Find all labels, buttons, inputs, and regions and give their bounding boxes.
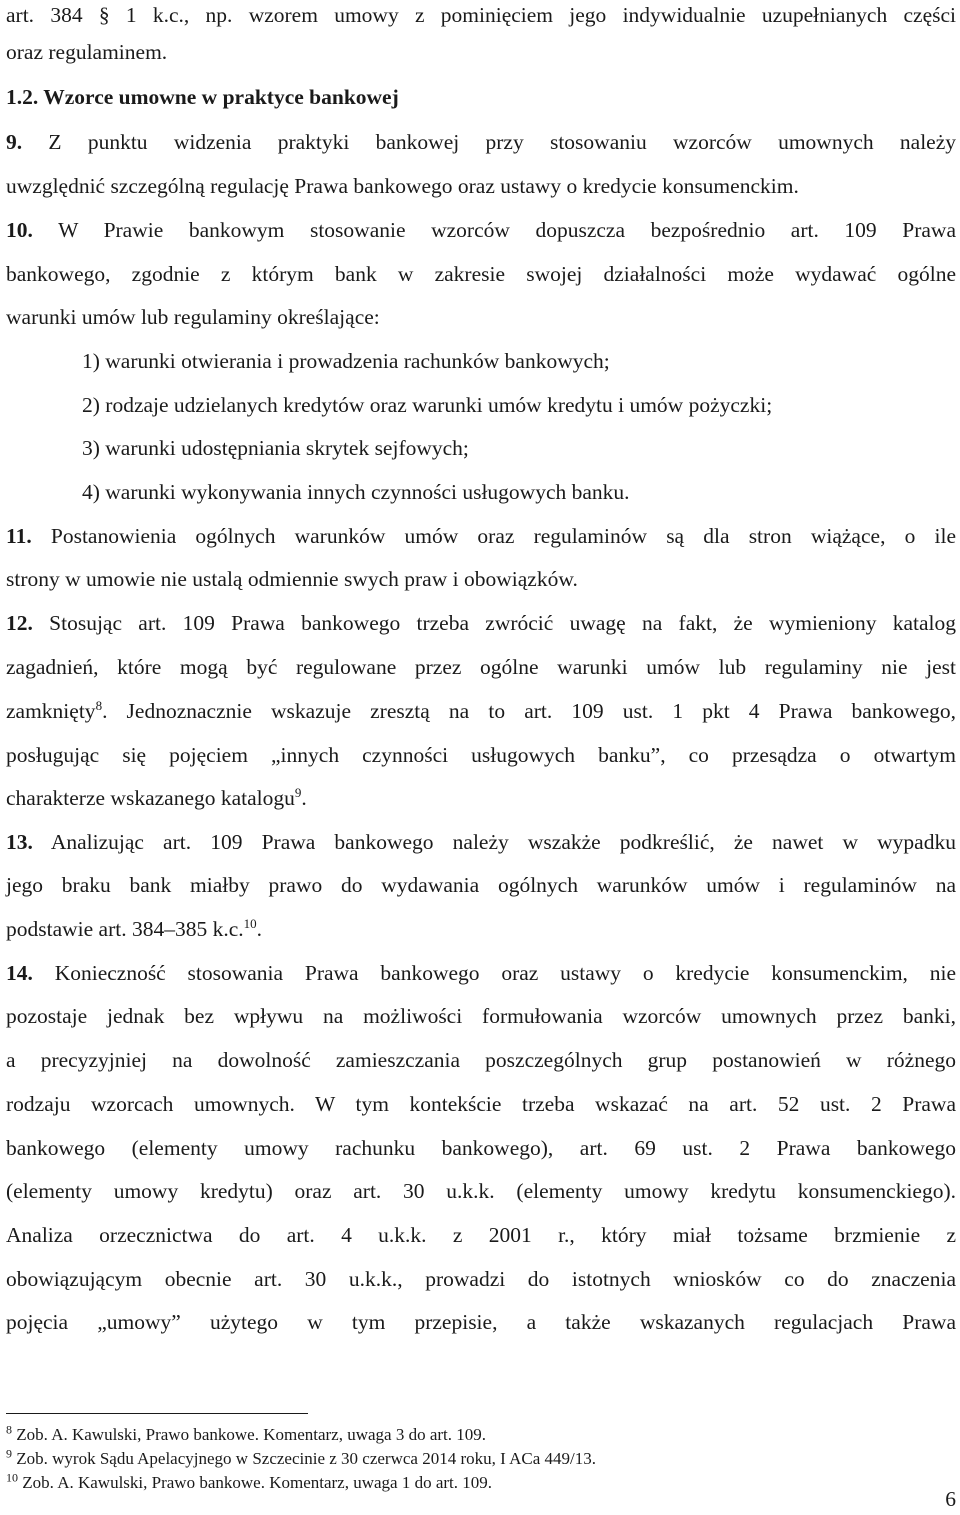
footnote-number: 10 [6, 1470, 18, 1485]
paragraph-14-line: rodzaju wzorcach umownych. W tym kontekście trzeba wskazać na art. 52 ust. 2 Prawa [6, 1092, 956, 1116]
paragraph-number: 9. [6, 130, 23, 154]
paragraph-12-line: 12. Stosując art. 109 Prawa bankowego trzeba zwrócić uwagę na fakt, że wymieniony katalog [6, 611, 956, 635]
list-item: 2) rodzaje udzielanych kredytów oraz warunki umów kredytu i umów pożyczki; [82, 393, 773, 417]
list-item: 1) warunki otwierania i prowadzenia rachunków bankowych; [82, 349, 610, 373]
paragraph-13-line: jego braku bank miałby prawo do wydawania ogólnych warunków umów i regulaminów na [6, 873, 956, 897]
paragraph-number: 10. [6, 218, 33, 242]
text-line: art. 384 § 1 k.c., np. wzorem umowy z pominięciem jego indywidualnie uzupełnianych części [6, 3, 956, 27]
paragraph-14-line: Analiza orzecznictwa do art. 4 u.k.k. z 2001 r., który miał tożsame brzmienie z [6, 1223, 956, 1247]
paragraph-14-line: pozostaje jednak bez wpływu na możliwości formułowania wzorców umownych przez banki, [6, 1004, 956, 1028]
paragraph-11-line: strony w umowie nie ustalą odmiennie swych praw i obowiązków. [6, 567, 578, 591]
list-item: 3) warunki udostępniania skrytek sejfowych; [82, 436, 469, 460]
footnote-number: 8 [6, 1422, 12, 1437]
footnote-number: 9 [6, 1446, 12, 1461]
paragraph-13-line: 13. Analizując art. 109 Prawa bankowego należy wszakże podkreślić, że nawet w wypadku [6, 830, 956, 854]
paragraph-14-line: pojęcia „umowy” użytego w tym przepisie, a także wskazanych regulacjach Prawa [6, 1310, 956, 1334]
paragraph-12-line: zamknięty$^8$. Jednoznacznie wskazuje zresztą na to art. 109 ust. 1 pkt 4 Prawa bankowego, [6, 697, 956, 723]
footnote-ref: 8 [95, 697, 103, 713]
paragraph-14-line: (elementy umowy kredytu) oraz art. 30 u.k.k. (elementy umowy kredytu konsumenckiego). [6, 1179, 956, 1203]
paragraph-number: 14. [6, 961, 33, 985]
paragraph-12-line: charakterze wskazanego katalogu$^9$. [6, 784, 307, 810]
paragraph-10-line: 10. W Prawie bankowym stosowanie wzorców dopuszcza bezpośrednio art. 109 Prawa [6, 218, 956, 242]
footnote-9: $^9$ Zob. wyrok Sądu Apelacyjnego w Szczecinie z 30 czerwca 2014 roku, I ACa 449/13. [6, 1446, 596, 1468]
paragraph-10-line: bankowego, zgodnie z którym bank w zakresie swojej działalności może wydawać ogólne [6, 262, 956, 286]
text-line: oraz regulaminem. [6, 40, 168, 64]
paragraph-14-line: obowiązującym obecnie art. 30 u.k.k., prowadzi do istotnych wniosków co do znaczenia [6, 1267, 956, 1291]
paragraph-9-line: 9. Z punktu widzenia praktyki bankowej przy stosowaniu wzorców umownych należy [6, 130, 956, 154]
paragraph-14-line: a precyzyjniej na dowolność zamieszczania poszczególnych grup postanowień w różnego [6, 1048, 956, 1072]
footnote-8: $^8$ Zob. A. Kawulski, Prawo bankowe. Komentarz, uwaga 3 do art. 109. [6, 1422, 487, 1444]
paragraph-11-line: 11. Postanowienia ogólnych warunków umów oraz regulaminów są dla stron wiążące, o ile [6, 524, 956, 548]
paragraph-number: 12. [6, 611, 33, 635]
paragraph-number: 11. [6, 524, 32, 548]
paragraph-9-line: uwzględnić szczególną regulację Prawa bankowego oraz ustawy o kredycie konsumenckim. [6, 174, 799, 198]
paragraph-12-line: posługując się pojęciem „innych czynności usługowych banku”, co przesądza o otwartym [6, 743, 956, 767]
footnote-ref: 10 [243, 915, 257, 931]
footnote-separator [6, 1413, 308, 1414]
footnote-10: $^{10}$ Zob. A. Kawulski, Prawo bankowe. Komentarz, uwaga 1 do art. 109. [6, 1470, 493, 1492]
paragraph-14-line: 14. Konieczność stosowania Prawa bankowego oraz ustawy o kredycie konsumenckim, nie [6, 961, 957, 985]
section-heading: 1.2. Wzorce umowne w praktyce bankowej [6, 85, 399, 109]
paragraph-13-line: podstawie art. 384–385 k.c.$^{10}$. [6, 915, 263, 941]
paragraph-14-line: bankowego (elementy umowy rachunku bankowego), art. 69 ust. 2 Prawa bankowego [6, 1136, 956, 1160]
page-number: 6 [945, 1487, 956, 1511]
footnote-ref: 9 [294, 784, 302, 800]
paragraph-10-line: warunki umów lub regulaminy określające: [6, 305, 380, 329]
paragraph-12-line: zagadnień, które mogą być regulowane przez ogólne warunki umów lub regulaminy nie jest [6, 655, 956, 679]
list-item: 4) warunki wykonywania innych czynności usługowych banku. [82, 480, 630, 504]
paragraph-number: 13. [6, 830, 33, 854]
